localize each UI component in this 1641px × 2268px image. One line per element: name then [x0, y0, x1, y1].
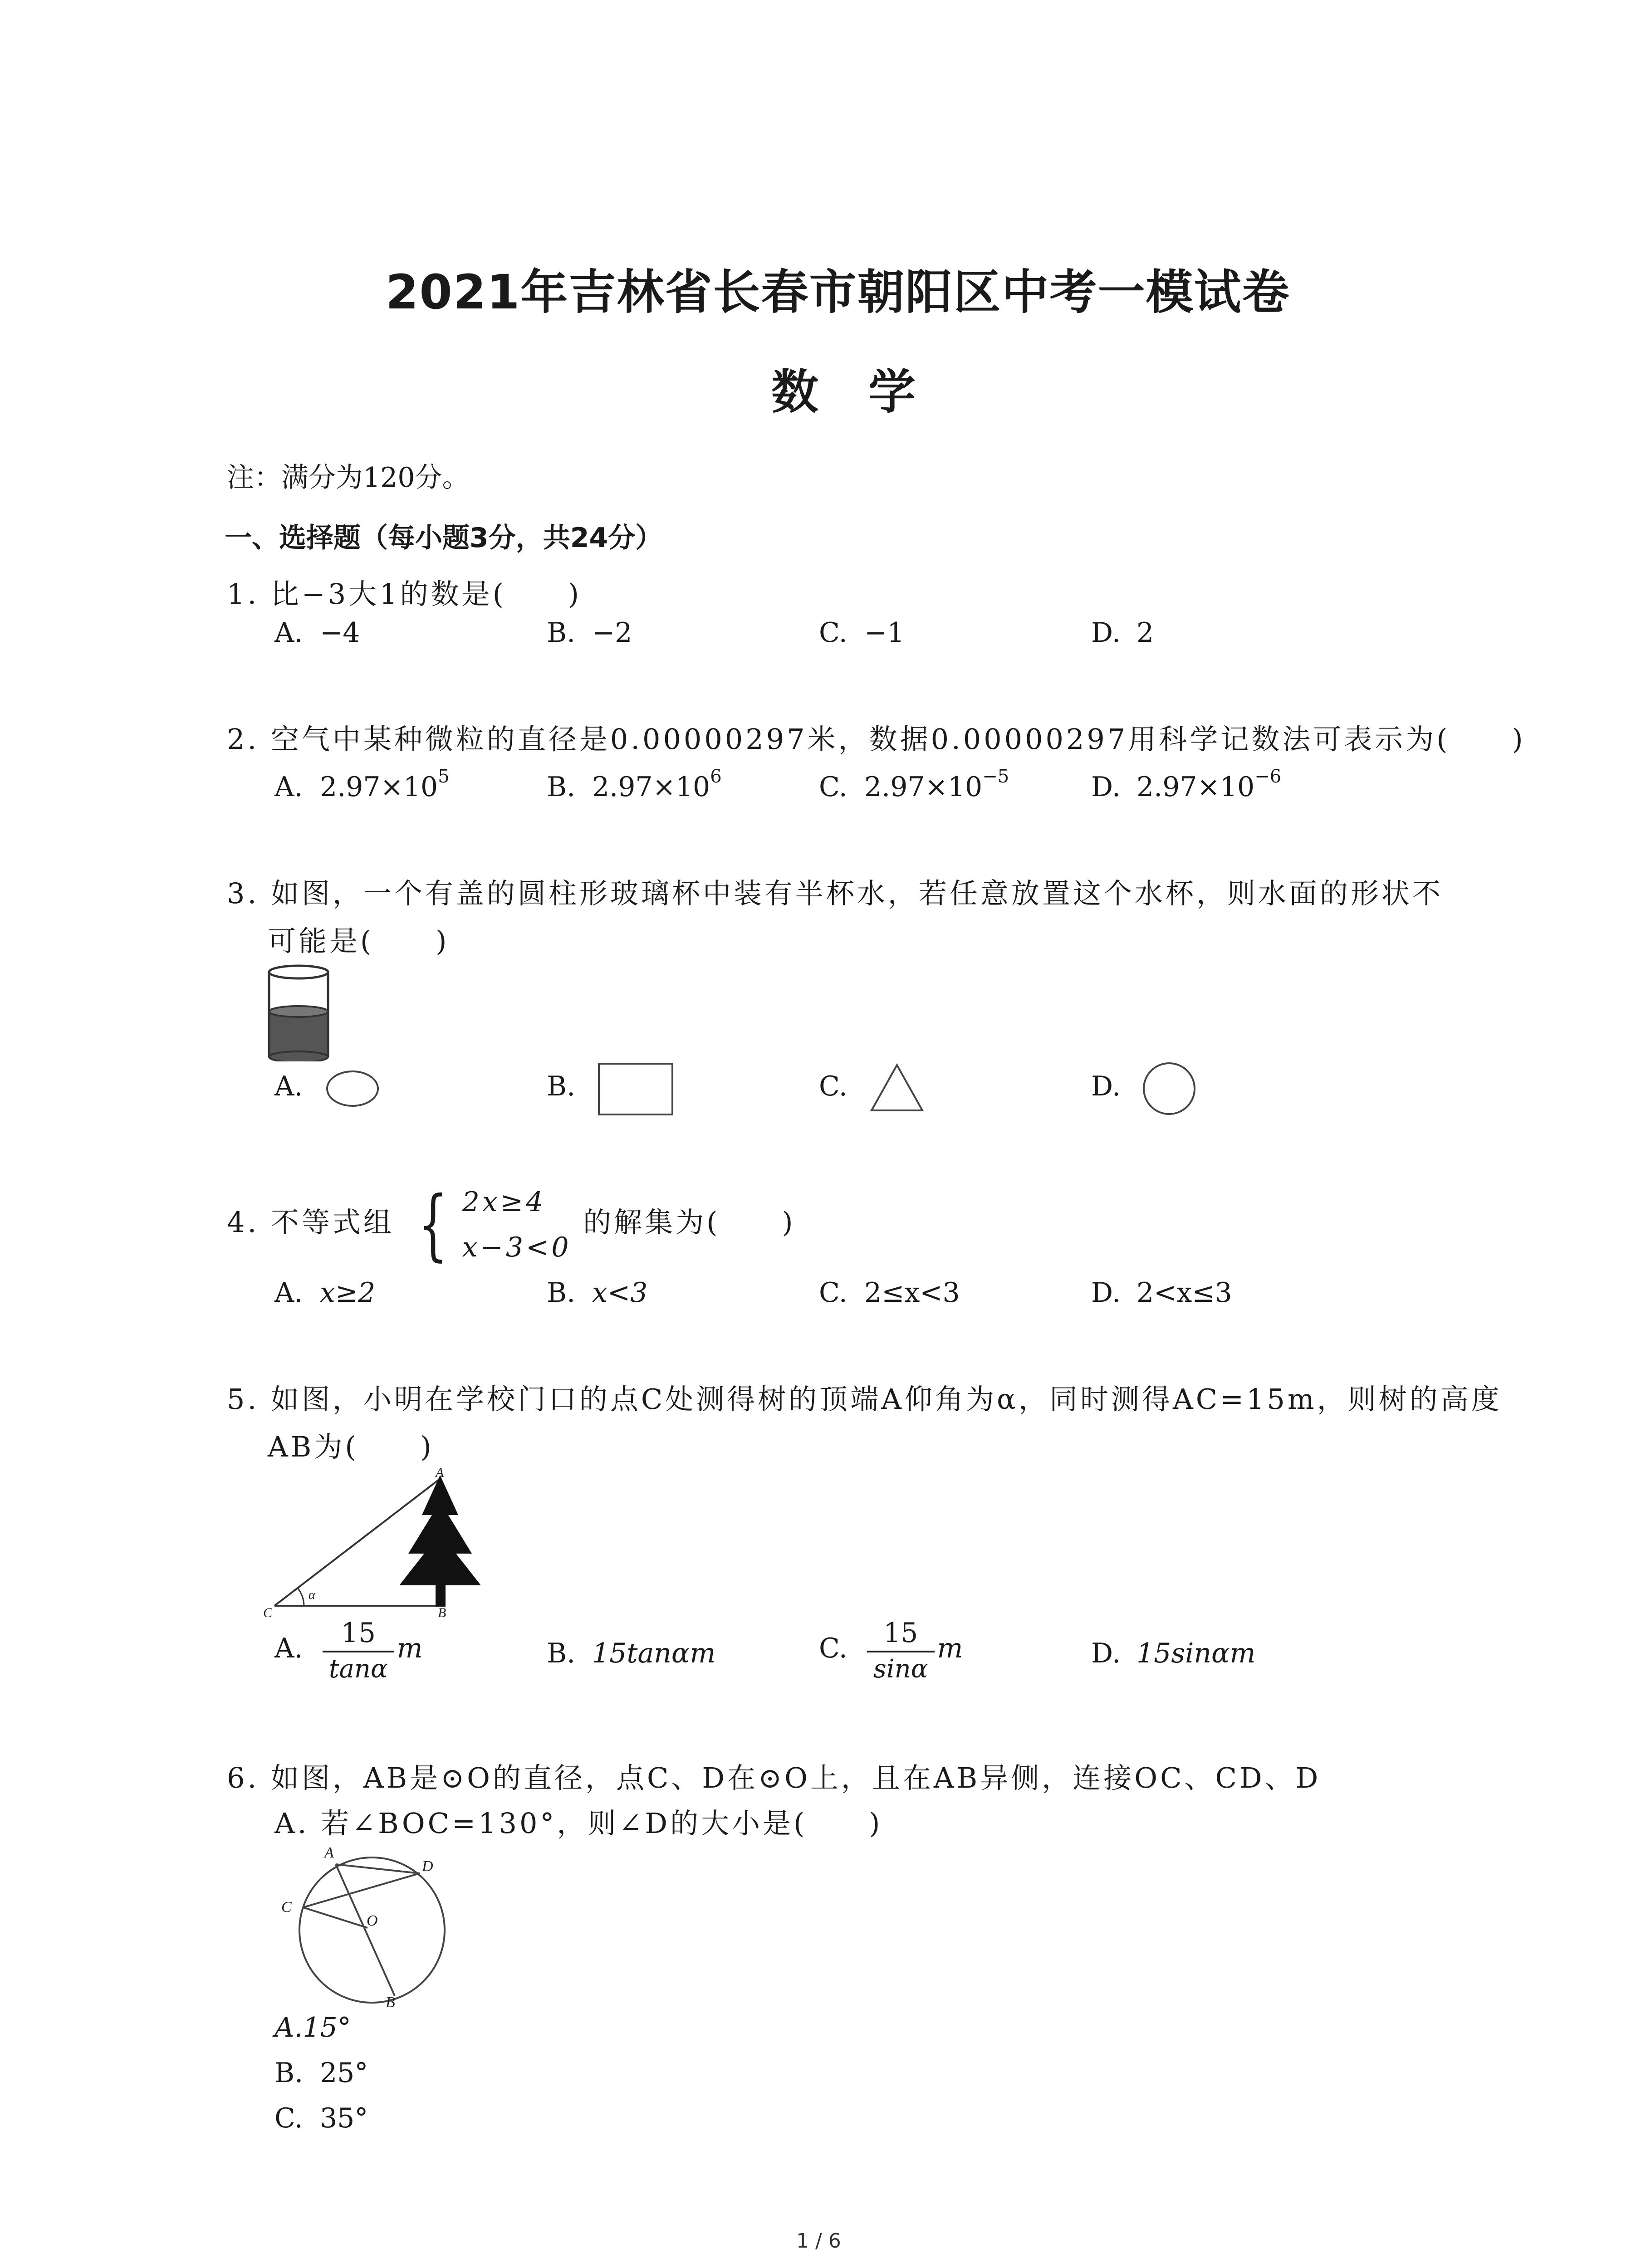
q5-option-a: A. $\frac{15}{\tan\alpha}$ m — [274, 1617, 423, 1684]
ellipse-shape-icon — [324, 1068, 381, 1109]
vertex-c-label: C — [263, 1605, 273, 1617]
q2-option-c: C. $2.97\times 10^{-5}$ — [819, 766, 1009, 803]
q4-option-b: B. x<3 — [547, 1277, 648, 1309]
question-1-stem: 1. 比−3大1的数是( ) — [227, 577, 582, 611]
circle-shape-icon — [1141, 1061, 1198, 1117]
rectangle-shape-icon — [597, 1061, 676, 1118]
q6-option-a: A.15° — [274, 2012, 351, 2043]
question-3-stem-line1: 3. 如图，一个有盖的圆柱形玻璃杯中装有半杯水，若任意放置这个水杯，则水面的形状不 — [227, 877, 1443, 910]
q1-option-c: C. −1 — [819, 617, 905, 649]
circle-geometry-figure — [272, 1837, 458, 2009]
exam-title: 2021年吉林省长春市朝阳区中考一模试卷 — [386, 264, 1290, 320]
question-5-stem-line1: 5. 如图，小明在学校门口的点C处测得树的顶端A仰角为α，同时测得AC=15m，则树的高度 — [227, 1383, 1502, 1416]
tree-angle-figure — [263, 1461, 499, 1617]
q6-option-b: B. 25° — [274, 2057, 368, 2089]
question-2-stem: 2. 空气中某种微粒的直径是0.00000297米，数据0.00000297用科学记数法可表示为( ) — [227, 723, 1526, 756]
exam-subject: 数学 — [771, 364, 966, 420]
page-number: 1 / 6 — [796, 2229, 841, 2253]
q4-option-d: D. 2<x≤3 — [1091, 1277, 1232, 1309]
score-note: 注：满分为120分。 — [227, 462, 470, 494]
inequality-system: { 2x≥4 x−3<0 — [418, 1180, 572, 1270]
q5-option-d: D. 15sinαm — [1091, 1637, 1256, 1669]
point-d-label: D — [422, 1858, 433, 1875]
q3-option-b: B. — [547, 1070, 576, 1102]
point-a-label: A — [324, 1844, 334, 1861]
q1-option-d: D. 2 — [1091, 617, 1154, 649]
vertex-b-label: B — [438, 1605, 446, 1617]
question-6-stem-line1: 6. 如图，AB是⊙O的直径，点C、D在⊙O上，且在AB异侧，连接OC、CD、D — [227, 1761, 1321, 1794]
angle-alpha-label: α — [309, 1588, 315, 1602]
question-6-stem-line2: A. 若∠BOC=130°，则∠D的大小是( ) — [274, 1807, 883, 1840]
question-4-stem: 4. 不等式组 { 2x≥4 x−3<0 的解集为( ) — [227, 1180, 796, 1270]
q6-option-c: C. 35° — [274, 2102, 368, 2134]
point-b-label: B — [386, 1994, 395, 2009]
q1-option-b: B. −2 — [547, 617, 632, 649]
q4-option-a: A. x≥2 — [274, 1277, 376, 1309]
question-3-stem-line2: 可能是( ) — [268, 924, 450, 958]
q1-option-a: A. −4 — [274, 617, 360, 649]
vertex-a-label: A — [436, 1465, 444, 1480]
q5-option-b: B. 15tanαm — [547, 1637, 716, 1669]
q2-option-d: D. $2.97\times 10^{-6}$ — [1091, 766, 1282, 803]
q3-option-c: C. — [819, 1070, 847, 1102]
q3-option-a: A. — [274, 1070, 303, 1102]
q2-option-b: B. $2.97\times 10^6$ — [547, 766, 722, 803]
q5-option-c: C. $\frac{15}{\sin\alpha}$ m — [819, 1617, 963, 1684]
triangle-shape-icon — [869, 1061, 926, 1114]
point-c-label: C — [281, 1899, 292, 1916]
cup-figure — [265, 964, 333, 1061]
question-5-stem-line2: AB为( ) — [268, 1430, 434, 1463]
q3-option-d: D. — [1091, 1070, 1121, 1102]
fraction: $\frac{15}{\sin\alpha}$ — [867, 1617, 935, 1684]
section-heading: 一、选择题（每小题3分，共24分） — [225, 522, 663, 554]
q2-option-a: A. $2.97\times 10^5$ — [274, 766, 450, 803]
fraction: $\frac{15}{\tan\alpha}$ — [323, 1617, 394, 1684]
point-o-label: O — [367, 1912, 378, 1929]
q4-option-c: C. 2≤x<3 — [819, 1277, 960, 1309]
